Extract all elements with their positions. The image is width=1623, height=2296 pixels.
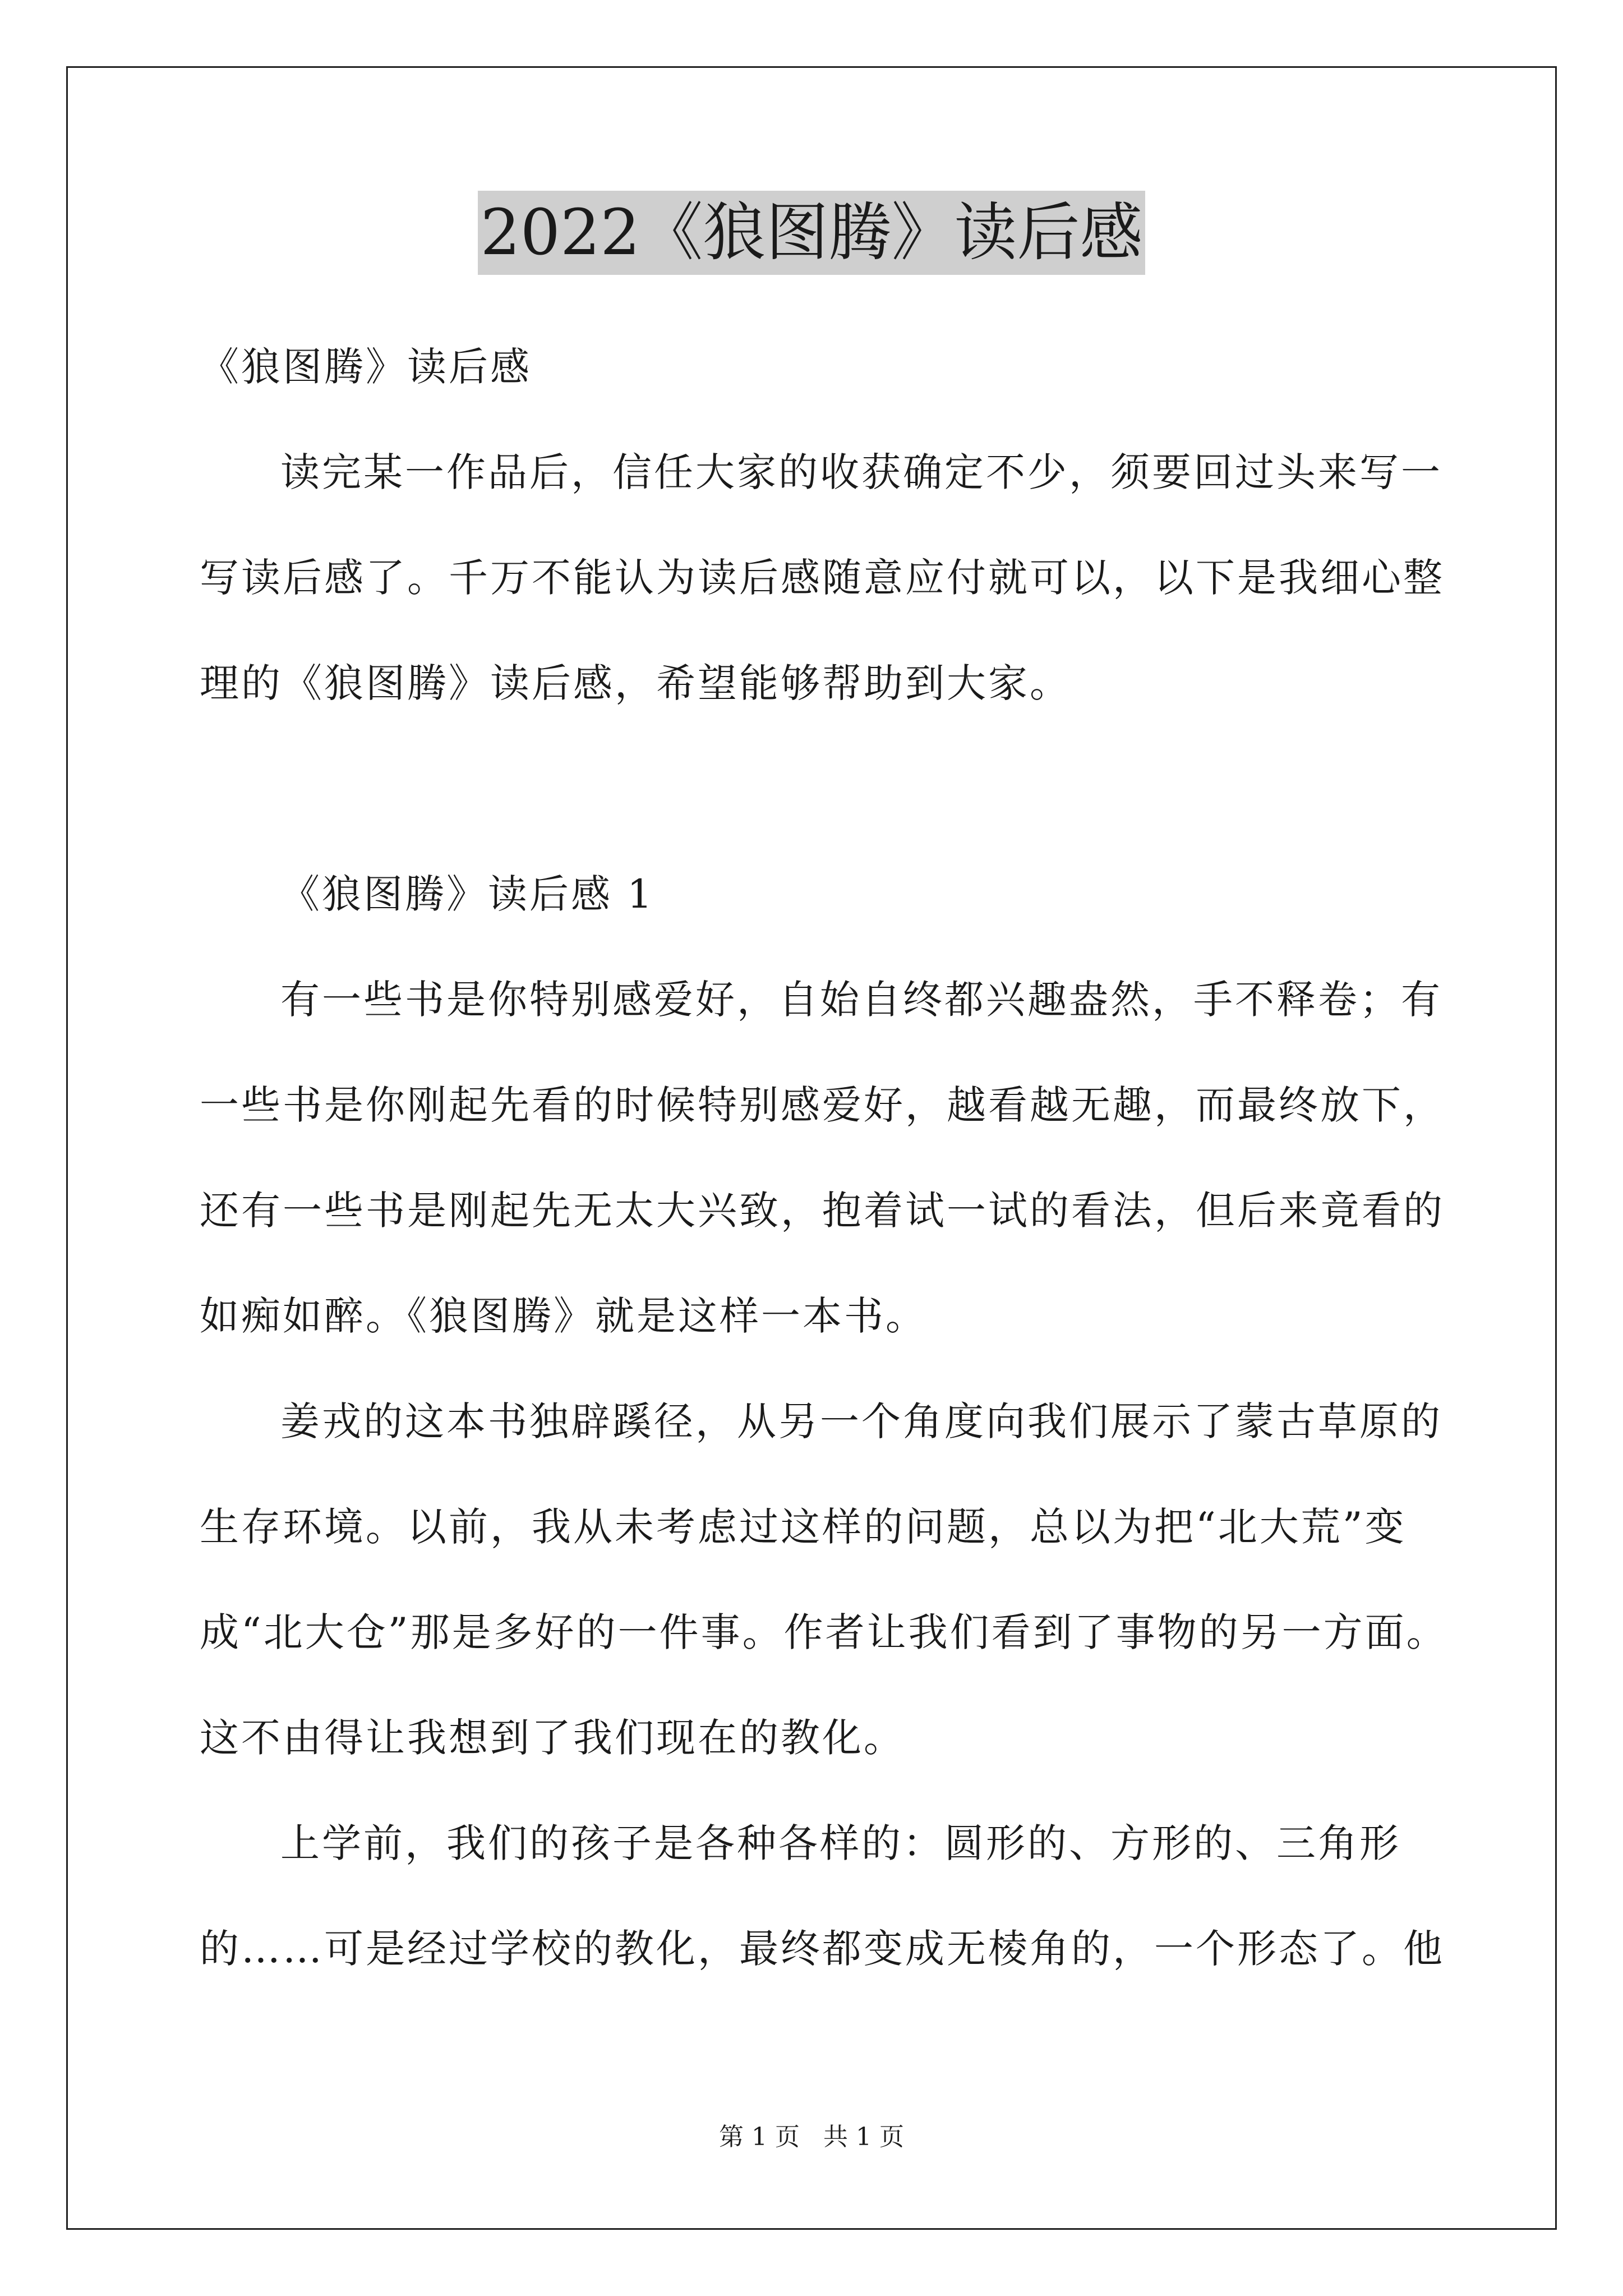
paragraph-line: 这不由得让我想到了我们现在的教化。 [200, 1715, 905, 1761]
paragraph-line: 一些书是你刚起先看的时候特别感爱好，越看越无趣，而最终放下， [200, 1082, 1445, 1128]
document-body [200, 314, 1448, 2001]
blank-line [200, 736, 1433, 841]
paragraph-line: 上学前，我们的孩子是各种各样的：圆形的、方形的、三角形 [280, 1820, 1401, 1866]
subtitle: 《狼图腾》读后感 [200, 344, 532, 390]
intro-line: 读完某一作品后，信任大家的收获确定不少，须要回过头来写一 [280, 449, 1442, 495]
paragraph-line: 如痴如醉。《狼图腾》就是这样一本书。 [200, 1293, 927, 1339]
intro-line: 理的《狼图腾》读后感，希望能够帮助到大家。 [200, 660, 1071, 706]
section-heading: 《狼图腾》读后感 1 [280, 871, 654, 917]
page-footer [0, 2120, 1623, 2154]
paragraph-line: 生存环境。以前，我从未考虑过这样的问题，总以为把“北大荒”变 [200, 1504, 1407, 1550]
paragraph-line: 有一些书是你特别感爱好，自始自终都兴趣盎然，手不释卷；有 [280, 977, 1442, 1023]
document-title: 2022《狼图腾》读后感 [478, 191, 1145, 275]
title-container [0, 191, 1623, 275]
page-number-current: 第 1 页 [719, 2123, 800, 2151]
paragraph-line: 的……可是经过学校的教化，最终都变成无棱角的，一个形态了。他 [200, 1926, 1445, 1972]
paragraph-line: 还有一些书是刚起先无太大兴致，抱着试一试的看法，但后来竟看的 [200, 1188, 1445, 1234]
intro-line: 写读后感了。千万不能认为读后感随意应付就可以，以下是我细心整 [200, 555, 1445, 601]
paragraph-line: 姜戎的这本书独辟蹊径，从另一个角度向我们展示了蒙古草原的 [280, 1398, 1442, 1444]
page-number-total: 共 1 页 [823, 2123, 904, 2151]
paragraph-line: 成“北大仓”那是多好的一件事。作者让我们看到了事物的另一方面。 [200, 1609, 1448, 1655]
